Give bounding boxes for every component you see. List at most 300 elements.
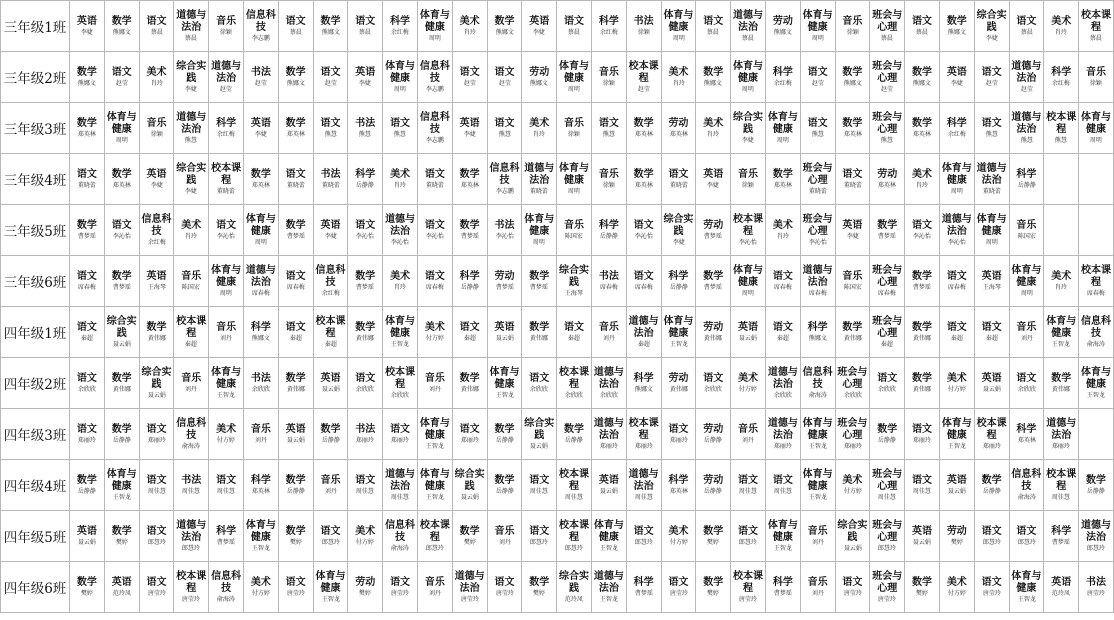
lesson-cell[interactable] (1044, 154, 1079, 205)
lesson-cell[interactable] (939, 307, 974, 358)
lesson-cell[interactable] (487, 460, 522, 511)
lesson-cell[interactable] (591, 154, 626, 205)
lesson-cell[interactable] (1044, 52, 1079, 103)
lesson-cell[interactable] (487, 409, 522, 460)
lesson-cell[interactable] (800, 1, 835, 52)
lesson-cell[interactable] (626, 103, 661, 154)
lesson-cell[interactable] (487, 154, 522, 205)
lesson-cell[interactable] (487, 511, 522, 562)
lesson-cell[interactable] (70, 256, 105, 307)
lesson-cell[interactable] (939, 358, 974, 409)
lesson-cell[interactable] (626, 409, 661, 460)
lesson-cell[interactable] (800, 307, 835, 358)
lesson-cell[interactable] (174, 1, 209, 52)
lesson-cell[interactable] (313, 1, 348, 52)
lesson-cell[interactable] (1009, 562, 1044, 613)
lesson-cell[interactable] (870, 52, 905, 103)
lesson-cell[interactable] (487, 205, 522, 256)
lesson-cell[interactable] (835, 154, 870, 205)
lesson-cell[interactable] (765, 205, 800, 256)
lesson-cell[interactable] (661, 562, 696, 613)
lesson-cell[interactable] (1079, 205, 1114, 256)
lesson-cell[interactable] (452, 562, 487, 613)
lesson-cell[interactable] (348, 307, 383, 358)
lesson-cell[interactable] (487, 358, 522, 409)
lesson-cell[interactable] (313, 103, 348, 154)
lesson-cell[interactable] (974, 154, 1009, 205)
lesson-cell[interactable] (974, 460, 1009, 511)
lesson-cell[interactable] (696, 358, 731, 409)
lesson-cell[interactable] (1009, 52, 1044, 103)
lesson-cell[interactable] (1044, 205, 1079, 256)
lesson-cell[interactable] (870, 358, 905, 409)
lesson-cell[interactable] (800, 460, 835, 511)
lesson-cell[interactable] (174, 562, 209, 613)
lesson-cell[interactable] (870, 205, 905, 256)
lesson-cell[interactable] (974, 205, 1009, 256)
lesson-cell[interactable] (139, 358, 174, 409)
lesson-cell[interactable] (1044, 460, 1079, 511)
lesson-cell[interactable] (104, 205, 139, 256)
lesson-cell[interactable] (661, 409, 696, 460)
lesson-cell[interactable] (209, 409, 244, 460)
lesson-cell[interactable] (417, 307, 452, 358)
lesson-cell[interactable] (626, 307, 661, 358)
lesson-cell[interactable] (139, 409, 174, 460)
lesson-cell[interactable] (348, 256, 383, 307)
lesson-cell[interactable] (696, 511, 731, 562)
lesson-cell[interactable] (939, 1, 974, 52)
lesson-cell[interactable] (765, 307, 800, 358)
lesson-cell[interactable] (522, 256, 557, 307)
lesson-cell[interactable] (139, 103, 174, 154)
lesson-cell[interactable] (417, 511, 452, 562)
lesson-cell[interactable] (939, 460, 974, 511)
lesson-cell[interactable] (939, 256, 974, 307)
lesson-cell[interactable] (661, 1, 696, 52)
lesson-cell[interactable] (174, 205, 209, 256)
lesson-cell[interactable] (870, 409, 905, 460)
lesson-cell[interactable] (383, 562, 418, 613)
lesson-cell[interactable] (765, 409, 800, 460)
lesson-cell[interactable] (974, 256, 1009, 307)
lesson-cell[interactable] (939, 511, 974, 562)
lesson-cell[interactable] (174, 409, 209, 460)
lesson-cell[interactable] (70, 1, 105, 52)
lesson-cell[interactable] (452, 1, 487, 52)
lesson-cell[interactable] (209, 256, 244, 307)
lesson-cell[interactable] (313, 562, 348, 613)
lesson-cell[interactable] (974, 1, 1009, 52)
lesson-cell[interactable] (70, 103, 105, 154)
lesson-cell[interactable] (974, 307, 1009, 358)
class-name-cell[interactable]: 四年级6班 (1, 562, 70, 613)
lesson-cell[interactable] (1044, 562, 1079, 613)
lesson-cell[interactable] (487, 562, 522, 613)
lesson-cell[interactable] (905, 1, 940, 52)
lesson-cell[interactable] (1079, 307, 1114, 358)
lesson-cell[interactable] (1044, 103, 1079, 154)
lesson-cell[interactable] (522, 52, 557, 103)
lesson-cell[interactable] (626, 154, 661, 205)
lesson-cell[interactable] (139, 307, 174, 358)
lesson-cell[interactable] (731, 307, 766, 358)
lesson-cell[interactable] (939, 562, 974, 613)
lesson-cell[interactable] (417, 409, 452, 460)
lesson-cell[interactable] (348, 409, 383, 460)
lesson-cell[interactable] (731, 358, 766, 409)
lesson-cell[interactable] (870, 1, 905, 52)
lesson-cell[interactable] (905, 562, 940, 613)
lesson-cell[interactable] (243, 256, 278, 307)
lesson-cell[interactable] (209, 358, 244, 409)
lesson-cell[interactable] (870, 154, 905, 205)
lesson-cell[interactable] (383, 103, 418, 154)
lesson-cell[interactable] (209, 103, 244, 154)
lesson-cell[interactable] (174, 358, 209, 409)
lesson-cell[interactable] (1009, 103, 1044, 154)
lesson-cell[interactable] (557, 409, 592, 460)
lesson-cell[interactable] (905, 205, 940, 256)
lesson-cell[interactable] (209, 307, 244, 358)
class-name-cell[interactable]: 三年级3班 (1, 103, 70, 154)
lesson-cell[interactable] (870, 460, 905, 511)
lesson-cell[interactable] (174, 154, 209, 205)
lesson-cell[interactable] (1079, 562, 1114, 613)
lesson-cell[interactable] (974, 511, 1009, 562)
lesson-cell[interactable] (591, 52, 626, 103)
lesson-cell[interactable] (765, 511, 800, 562)
lesson-cell[interactable] (417, 205, 452, 256)
lesson-cell[interactable] (591, 1, 626, 52)
lesson-cell[interactable] (348, 103, 383, 154)
lesson-cell[interactable] (383, 205, 418, 256)
lesson-cell[interactable] (70, 307, 105, 358)
lesson-cell[interactable] (870, 307, 905, 358)
lesson-cell[interactable] (905, 103, 940, 154)
lesson-cell[interactable] (174, 103, 209, 154)
lesson-cell[interactable] (1079, 256, 1114, 307)
lesson-cell[interactable] (696, 562, 731, 613)
lesson-cell[interactable] (243, 205, 278, 256)
class-name-cell[interactable]: 四年级5班 (1, 511, 70, 562)
lesson-cell[interactable] (174, 256, 209, 307)
lesson-cell[interactable] (626, 256, 661, 307)
lesson-cell[interactable] (313, 460, 348, 511)
lesson-cell[interactable] (800, 409, 835, 460)
lesson-cell[interactable] (765, 103, 800, 154)
lesson-cell[interactable] (905, 307, 940, 358)
lesson-cell[interactable] (383, 358, 418, 409)
lesson-cell[interactable] (278, 409, 313, 460)
lesson-cell[interactable] (417, 154, 452, 205)
lesson-cell[interactable] (104, 511, 139, 562)
lesson-cell[interactable] (522, 154, 557, 205)
lesson-cell[interactable] (800, 511, 835, 562)
lesson-cell[interactable] (626, 358, 661, 409)
lesson-cell[interactable] (452, 409, 487, 460)
lesson-cell[interactable] (905, 460, 940, 511)
lesson-cell[interactable] (104, 358, 139, 409)
lesson-cell[interactable] (835, 562, 870, 613)
lesson-cell[interactable] (765, 1, 800, 52)
lesson-cell[interactable] (765, 358, 800, 409)
lesson-cell[interactable] (765, 460, 800, 511)
lesson-cell[interactable] (139, 1, 174, 52)
lesson-cell[interactable] (1079, 103, 1114, 154)
lesson-cell[interactable] (278, 460, 313, 511)
lesson-cell[interactable] (870, 103, 905, 154)
lesson-cell[interactable] (278, 358, 313, 409)
lesson-cell[interactable] (696, 1, 731, 52)
lesson-cell[interactable] (731, 1, 766, 52)
lesson-cell[interactable] (835, 103, 870, 154)
lesson-cell[interactable] (417, 1, 452, 52)
lesson-cell[interactable] (278, 52, 313, 103)
lesson-cell[interactable] (731, 103, 766, 154)
lesson-cell[interactable] (1009, 511, 1044, 562)
lesson-cell[interactable] (522, 358, 557, 409)
lesson-cell[interactable] (835, 52, 870, 103)
lesson-cell[interactable] (1079, 358, 1114, 409)
lesson-cell[interactable] (557, 358, 592, 409)
lesson-cell[interactable] (1044, 511, 1079, 562)
lesson-cell[interactable] (1079, 511, 1114, 562)
lesson-cell[interactable] (696, 256, 731, 307)
lesson-cell[interactable] (209, 460, 244, 511)
lesson-cell[interactable] (1009, 205, 1044, 256)
lesson-cell[interactable] (417, 460, 452, 511)
lesson-cell[interactable] (870, 256, 905, 307)
lesson-cell[interactable] (661, 154, 696, 205)
lesson-cell[interactable] (835, 409, 870, 460)
lesson-cell[interactable] (70, 409, 105, 460)
lesson-cell[interactable] (696, 103, 731, 154)
lesson-cell[interactable] (278, 205, 313, 256)
lesson-cell[interactable] (522, 1, 557, 52)
lesson-cell[interactable] (1044, 1, 1079, 52)
lesson-cell[interactable] (383, 154, 418, 205)
lesson-cell[interactable] (661, 103, 696, 154)
lesson-cell[interactable] (278, 307, 313, 358)
lesson-cell[interactable] (383, 409, 418, 460)
lesson-cell[interactable] (104, 409, 139, 460)
lesson-cell[interactable] (174, 307, 209, 358)
lesson-cell[interactable] (1009, 256, 1044, 307)
lesson-cell[interactable] (626, 52, 661, 103)
lesson-cell[interactable] (835, 307, 870, 358)
lesson-cell[interactable] (139, 52, 174, 103)
lesson-cell[interactable] (313, 409, 348, 460)
lesson-cell[interactable] (104, 103, 139, 154)
lesson-cell[interactable] (174, 52, 209, 103)
lesson-cell[interactable] (487, 52, 522, 103)
lesson-cell[interactable] (661, 205, 696, 256)
lesson-cell[interactable] (348, 205, 383, 256)
lesson-cell[interactable] (487, 103, 522, 154)
lesson-cell[interactable] (70, 205, 105, 256)
lesson-cell[interactable] (417, 103, 452, 154)
lesson-cell[interactable] (626, 205, 661, 256)
lesson-cell[interactable] (278, 154, 313, 205)
lesson-cell[interactable] (939, 205, 974, 256)
lesson-cell[interactable] (974, 409, 1009, 460)
lesson-cell[interactable] (905, 409, 940, 460)
lesson-cell[interactable] (1009, 307, 1044, 358)
lesson-cell[interactable] (661, 460, 696, 511)
lesson-cell[interactable] (243, 562, 278, 613)
lesson-cell[interactable] (661, 511, 696, 562)
lesson-cell[interactable] (835, 358, 870, 409)
lesson-cell[interactable] (557, 562, 592, 613)
class-name-cell[interactable]: 四年级1班 (1, 307, 70, 358)
lesson-cell[interactable] (974, 103, 1009, 154)
lesson-cell[interactable] (661, 256, 696, 307)
lesson-cell[interactable] (104, 460, 139, 511)
lesson-cell[interactable] (104, 307, 139, 358)
lesson-cell[interactable] (417, 256, 452, 307)
lesson-cell[interactable] (278, 511, 313, 562)
lesson-cell[interactable] (70, 511, 105, 562)
lesson-cell[interactable] (731, 256, 766, 307)
lesson-cell[interactable] (870, 511, 905, 562)
lesson-cell[interactable] (139, 511, 174, 562)
lesson-cell[interactable] (939, 154, 974, 205)
lesson-cell[interactable] (348, 358, 383, 409)
lesson-cell[interactable] (800, 358, 835, 409)
lesson-cell[interactable] (383, 460, 418, 511)
lesson-cell[interactable] (731, 562, 766, 613)
lesson-cell[interactable] (139, 256, 174, 307)
lesson-cell[interactable] (243, 103, 278, 154)
lesson-cell[interactable] (696, 154, 731, 205)
lesson-cell[interactable] (522, 307, 557, 358)
lesson-cell[interactable] (243, 1, 278, 52)
lesson-cell[interactable] (348, 52, 383, 103)
lesson-cell[interactable] (557, 154, 592, 205)
lesson-cell[interactable] (383, 307, 418, 358)
lesson-cell[interactable] (765, 52, 800, 103)
lesson-cell[interactable] (278, 256, 313, 307)
lesson-cell[interactable] (626, 1, 661, 52)
lesson-cell[interactable] (522, 511, 557, 562)
lesson-cell[interactable] (278, 103, 313, 154)
lesson-cell[interactable] (417, 562, 452, 613)
lesson-cell[interactable] (1079, 460, 1114, 511)
lesson-cell[interactable] (557, 205, 592, 256)
lesson-cell[interactable] (905, 358, 940, 409)
lesson-cell[interactable] (626, 511, 661, 562)
lesson-cell[interactable] (348, 562, 383, 613)
lesson-cell[interactable] (905, 52, 940, 103)
lesson-cell[interactable] (348, 154, 383, 205)
class-name-cell[interactable]: 三年级2班 (1, 52, 70, 103)
lesson-cell[interactable] (452, 460, 487, 511)
lesson-cell[interactable] (70, 562, 105, 613)
lesson-cell[interactable] (1009, 154, 1044, 205)
lesson-cell[interactable] (313, 205, 348, 256)
lesson-cell[interactable] (974, 52, 1009, 103)
lesson-cell[interactable] (522, 460, 557, 511)
lesson-cell[interactable] (765, 154, 800, 205)
class-name-cell[interactable]: 三年级6班 (1, 256, 70, 307)
lesson-cell[interactable] (1044, 256, 1079, 307)
lesson-cell[interactable] (452, 154, 487, 205)
lesson-cell[interactable] (835, 1, 870, 52)
lesson-cell[interactable] (974, 358, 1009, 409)
lesson-cell[interactable] (1009, 409, 1044, 460)
lesson-cell[interactable] (800, 103, 835, 154)
lesson-cell[interactable] (139, 205, 174, 256)
lesson-cell[interactable] (591, 103, 626, 154)
lesson-cell[interactable] (383, 1, 418, 52)
lesson-cell[interactable] (452, 103, 487, 154)
class-name-cell[interactable]: 三年级5班 (1, 205, 70, 256)
lesson-cell[interactable] (939, 409, 974, 460)
lesson-cell[interactable] (591, 307, 626, 358)
lesson-cell[interactable] (452, 307, 487, 358)
lesson-cell[interactable] (731, 52, 766, 103)
lesson-cell[interactable] (696, 307, 731, 358)
lesson-cell[interactable] (1009, 1, 1044, 52)
lesson-cell[interactable] (835, 511, 870, 562)
lesson-cell[interactable] (731, 511, 766, 562)
lesson-cell[interactable] (348, 460, 383, 511)
lesson-cell[interactable] (557, 460, 592, 511)
lesson-cell[interactable] (243, 52, 278, 103)
lesson-cell[interactable] (1044, 358, 1079, 409)
lesson-cell[interactable] (557, 103, 592, 154)
lesson-cell[interactable] (1079, 409, 1114, 460)
lesson-cell[interactable] (591, 562, 626, 613)
lesson-cell[interactable] (174, 511, 209, 562)
lesson-cell[interactable] (104, 256, 139, 307)
lesson-cell[interactable] (383, 52, 418, 103)
lesson-cell[interactable] (557, 52, 592, 103)
lesson-cell[interactable] (731, 409, 766, 460)
lesson-cell[interactable] (835, 256, 870, 307)
lesson-cell[interactable] (591, 205, 626, 256)
lesson-cell[interactable] (696, 205, 731, 256)
lesson-cell[interactable] (591, 256, 626, 307)
lesson-cell[interactable] (939, 103, 974, 154)
lesson-cell[interactable] (209, 52, 244, 103)
lesson-cell[interactable] (557, 256, 592, 307)
lesson-cell[interactable] (417, 52, 452, 103)
lesson-cell[interactable] (800, 154, 835, 205)
lesson-cell[interactable] (452, 358, 487, 409)
lesson-cell[interactable] (452, 511, 487, 562)
class-name-cell[interactable]: 四年级3班 (1, 409, 70, 460)
lesson-cell[interactable] (974, 562, 1009, 613)
lesson-cell[interactable] (209, 562, 244, 613)
lesson-cell[interactable] (104, 1, 139, 52)
lesson-cell[interactable] (835, 205, 870, 256)
lesson-cell[interactable] (522, 562, 557, 613)
lesson-cell[interactable] (939, 52, 974, 103)
lesson-cell[interactable] (731, 205, 766, 256)
lesson-cell[interactable] (800, 52, 835, 103)
lesson-cell[interactable] (313, 154, 348, 205)
lesson-cell[interactable] (209, 205, 244, 256)
lesson-cell[interactable] (905, 511, 940, 562)
lesson-cell[interactable] (452, 205, 487, 256)
lesson-cell[interactable] (626, 562, 661, 613)
lesson-cell[interactable] (731, 154, 766, 205)
lesson-cell[interactable] (139, 562, 174, 613)
lesson-cell[interactable] (522, 103, 557, 154)
lesson-cell[interactable] (557, 307, 592, 358)
